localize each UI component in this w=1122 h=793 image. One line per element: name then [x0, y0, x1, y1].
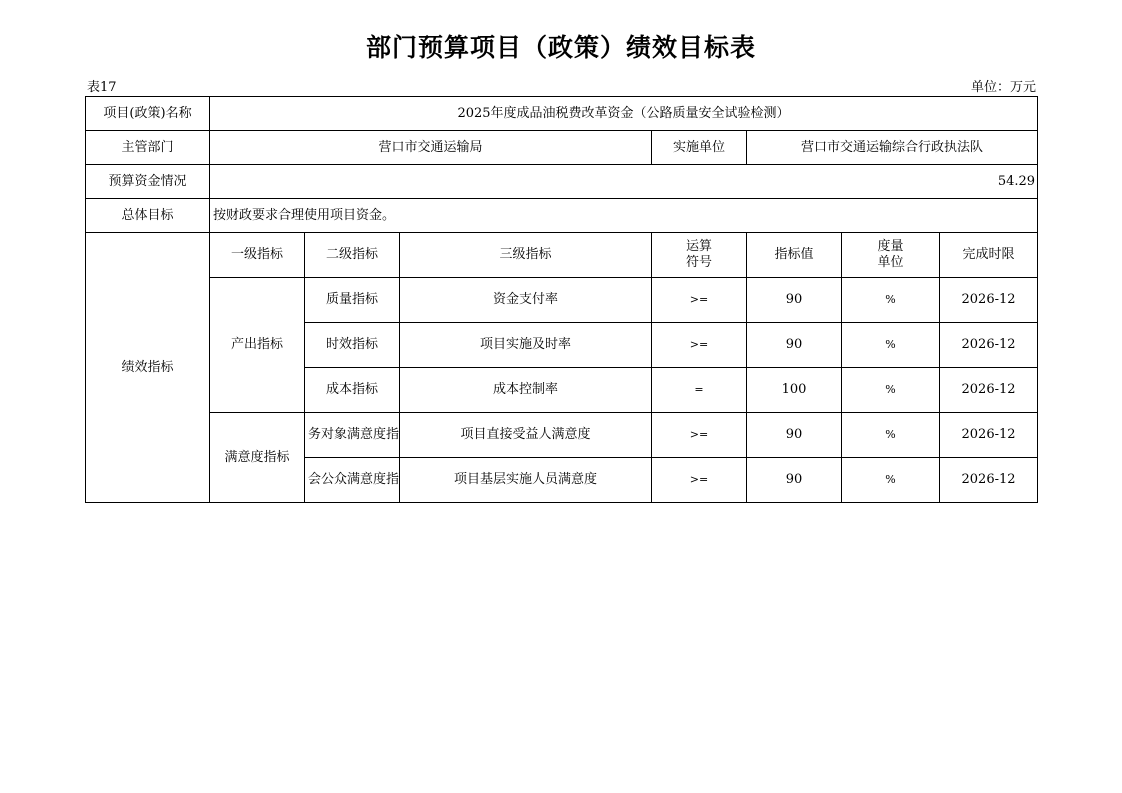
deadline-cell: 2026-12 — [940, 323, 1038, 368]
page-title: 部门预算项目（政策）绩效目标表 — [365, 33, 756, 62]
value-cell: 90 — [747, 278, 842, 323]
level2-cell: 时效指标 — [305, 323, 400, 368]
operator-cell: >= — [652, 458, 747, 503]
project-name-row — [86, 97, 1038, 131]
department-label: 主管部门 — [86, 131, 210, 165]
budget-label: 预算资金情况 — [86, 165, 210, 199]
unit-cell: % — [842, 368, 940, 413]
operator-cell: >= — [652, 278, 747, 323]
performance-target-table — [85, 96, 1038, 503]
unit-cell: % — [842, 413, 940, 458]
budget-value: 54.29 — [210, 165, 1038, 199]
level3-cell: 项目直接受益人满意度 — [400, 413, 652, 458]
value-cell: 90 — [747, 323, 842, 368]
level3-cell: 成本控制率 — [400, 368, 652, 413]
project-name-value: 2025年度成品油税费改革资金（公路质量安全试验检测） — [210, 97, 1038, 131]
header-level2: 二级指标 — [305, 233, 400, 278]
deadline-cell: 2026-12 — [940, 278, 1038, 323]
implementing-unit-label: 实施单位 — [652, 131, 747, 165]
value-cell: 100 — [747, 368, 842, 413]
department-row — [86, 131, 1038, 165]
deadline-cell: 2026-12 — [940, 368, 1038, 413]
unit-cell: % — [842, 323, 940, 368]
header-unit-line2: 单位 — [877, 255, 904, 270]
level2-cell: 成本指标 — [305, 368, 400, 413]
level2-cell: 务对象满意度指 — [305, 413, 400, 458]
unit-label: 单位：万元 — [970, 80, 1036, 95]
header-operator — [652, 233, 747, 278]
overall-goal-value: 按财政要求合理使用项目资金。 — [210, 199, 1038, 233]
header-operator-line1: 运算 — [685, 239, 712, 254]
level1-output: 产出指标 — [210, 278, 305, 413]
header-unit-line1: 度量 — [877, 239, 904, 254]
indicator-row — [86, 413, 1038, 458]
deadline-cell: 2026-12 — [940, 413, 1038, 458]
overall-goal-label: 总体目标 — [86, 199, 210, 233]
level3-cell: 资金支付率 — [400, 278, 652, 323]
value-cell: 90 — [747, 458, 842, 503]
implementing-unit-value: 营口市交通运输综合行政执法队 — [747, 131, 1038, 165]
budget-row — [86, 165, 1038, 199]
header-deadline: 完成时限 — [940, 233, 1038, 278]
header-level1: 一级指标 — [210, 233, 305, 278]
level2-cell: 会公众满意度指 — [305, 458, 400, 503]
level3-cell: 项目基层实施人员满意度 — [400, 458, 652, 503]
operator-cell: = — [652, 368, 747, 413]
header-level3: 三级指标 — [400, 233, 652, 278]
department-value: 营口市交通运输局 — [210, 131, 652, 165]
table-number: 表17 — [87, 80, 117, 95]
level2-cell: 质量指标 — [305, 278, 400, 323]
operator-cell: >= — [652, 413, 747, 458]
performance-indicator-label: 绩效指标 — [86, 233, 210, 503]
header-unit — [842, 233, 940, 278]
deadline-cell: 2026-12 — [940, 458, 1038, 503]
level3-cell: 项目实施及时率 — [400, 323, 652, 368]
unit-cell: % — [842, 458, 940, 503]
operator-cell: >= — [652, 323, 747, 368]
project-name-label: 项目(政策)名称 — [86, 97, 210, 131]
indicator-header-row — [86, 233, 1038, 278]
unit-cell: % — [842, 278, 940, 323]
header-operator-line2: 符号 — [685, 255, 712, 270]
level1-satisfaction: 满意度指标 — [210, 413, 305, 503]
value-cell: 90 — [747, 413, 842, 458]
header-value: 指标值 — [747, 233, 842, 278]
indicator-row — [86, 278, 1038, 323]
overall-goal-row — [86, 199, 1038, 233]
